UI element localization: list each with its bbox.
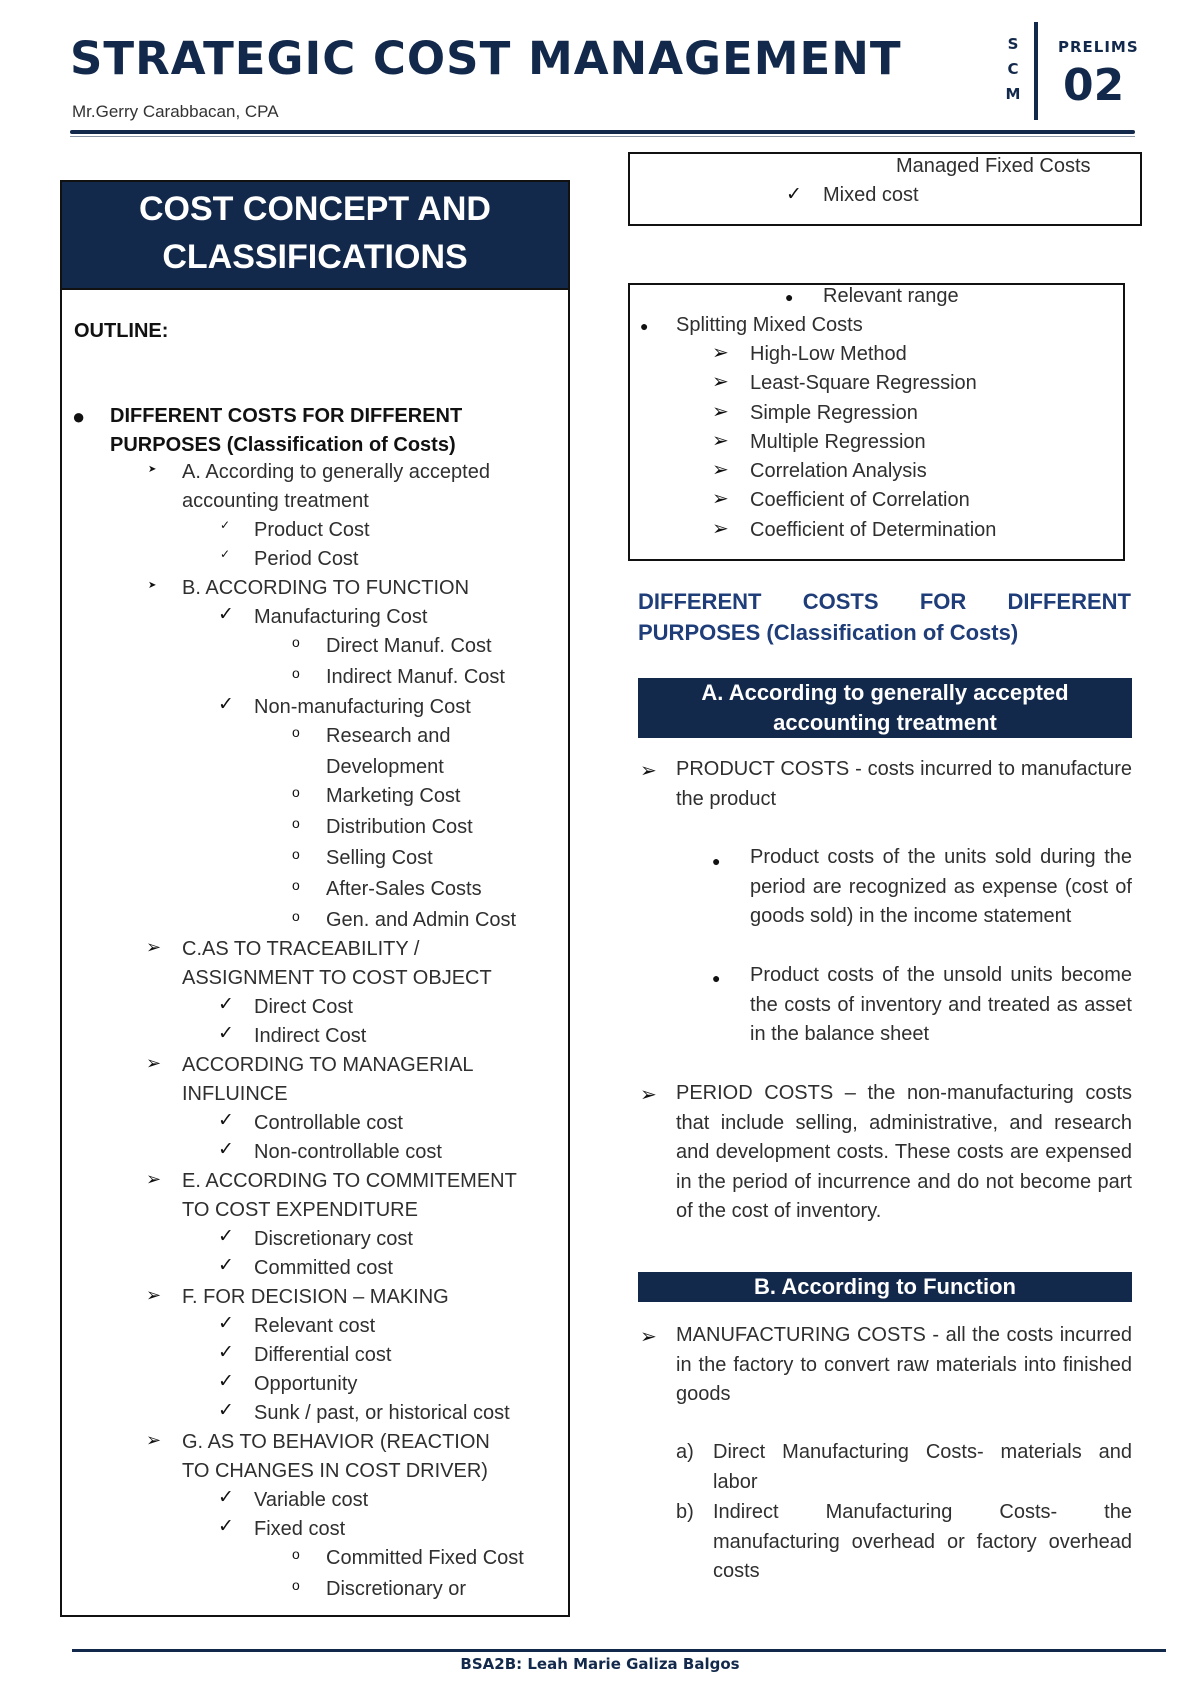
band-a-line2: accounting treatment [773, 710, 997, 735]
check-icon: ✓ [218, 1516, 234, 1537]
outline-item-d-cont: INFLUINCE [182, 1083, 288, 1105]
arrow-bullet-icon: ➢ [712, 371, 729, 393]
author-name: Mr.Gerry Carabbacan, CPA [72, 102, 279, 121]
item-a-label: a) [676, 1441, 694, 1463]
outline-sub-sub-item: Direct Manuf. Cost [326, 635, 492, 657]
check-icon: ✓ [218, 1023, 234, 1044]
check-icon: ✓ [218, 994, 234, 1015]
outline-sub-item: Differential cost [254, 1344, 392, 1366]
check-icon: ✓ [218, 1255, 234, 1276]
check-icon: ✓ [218, 1110, 234, 1131]
box1-line: Mixed cost [823, 184, 919, 206]
small-arrow-bullet-icon: ➤ [148, 580, 157, 591]
indirect-manufacturing-costs: Indirect Manufacturing Costs- the manufacturing overhead or factory overhead costs [713, 1501, 1132, 1582]
outline-item-a-cont: accounting treatment [182, 490, 369, 512]
outline-heading-line2: CLASSIFICATIONS [162, 238, 468, 276]
product-costs-bullet-2: Product costs of the unsold units become the costs of inventory and treated as asset in the balance sheet [750, 964, 1132, 1045]
outline-item-d: ACCORDING TO MANAGERIAL [182, 1054, 474, 1076]
small-check-icon: ✓ [220, 518, 231, 532]
outline-sub-item: Direct Cost [254, 996, 353, 1018]
circle-bullet-icon: o [292, 908, 300, 924]
outline-sub-sub-item: Distribution Cost [326, 816, 473, 838]
bullet-icon: ● [712, 970, 721, 986]
outline-sub-sub-item: Indirect Manuf. Cost [326, 666, 505, 688]
outline-sub-sub-item-cont: Development [326, 756, 444, 778]
scm-vertical-logo [1003, 32, 1023, 107]
arrow-bullet-icon: ➢ [712, 518, 729, 540]
outline-sub-item: Fixed cost [254, 1518, 346, 1540]
circle-bullet-icon: o [292, 846, 300, 862]
outline-sub-item: Opportunity [254, 1373, 358, 1395]
direct-manufacturing-costs: Direct Manufacturing Costs- materials and labor [713, 1441, 1132, 1493]
box2-line: Multiple Regression [750, 431, 926, 453]
outline-sub-sub-item: Selling Cost [326, 847, 433, 869]
outline-main-item-line2: PURPOSES (Classification of Costs) [110, 434, 456, 456]
outline-item-g: G. AS TO BEHAVIOR (REACTION [182, 1431, 490, 1453]
outline-item-a: A. According to generally accepted [182, 461, 490, 483]
bullet-icon: ● [640, 318, 649, 334]
arrow-bullet-icon: ➢ [640, 760, 657, 782]
outline-sub-item: Non-controllable cost [254, 1141, 442, 1163]
outline-item-e-cont: TO COST EXPENDITURE [182, 1199, 418, 1221]
outline-sub-item: Product Cost [254, 519, 370, 541]
outline-panel [60, 180, 570, 1617]
outline-item-g-cont: TO CHANGES IN COST DRIVER) [182, 1460, 488, 1482]
box2-line: High-Low Method [750, 343, 907, 365]
band-a [638, 678, 1132, 738]
filled-circle-bullet-icon: ● [72, 404, 86, 429]
circle-bullet-icon: o [292, 1546, 300, 1562]
prelims-number: 02 [1063, 60, 1125, 111]
arrow-bullet-icon: ➢ [146, 1169, 162, 1189]
small-check-icon: ✓ [220, 547, 231, 561]
circle-bullet-icon: o [292, 665, 300, 681]
footer-rule [72, 1649, 1166, 1652]
circle-bullet-icon: o [292, 1577, 300, 1593]
check-icon: ✓ [218, 604, 234, 625]
outline-item-b: B. ACCORDING TO FUNCTION [182, 577, 470, 599]
product-costs-text: PRODUCT COSTS - costs incurred to manufacture the product [676, 758, 1132, 810]
outline-item-c-cont: ASSIGNMENT TO COST OBJECT [182, 967, 492, 989]
scm-letter-s: S [1007, 35, 1019, 53]
header-rule [70, 130, 1135, 134]
circle-bullet-icon: o [292, 877, 300, 893]
footer-author: BSA2B: Leah Marie Galiza Balgos [460, 1655, 740, 1673]
check-icon: ✓ [218, 1226, 234, 1247]
circle-bullet-icon: o [292, 724, 300, 740]
outline-item-c: C.AS TO TRACEABILITY / [182, 938, 420, 960]
section-heading-line1: DIFFERENT COSTS FOR DIFFERENT [638, 589, 1131, 614]
band-a-line1: A. According to generally accepted [701, 680, 1069, 705]
arrow-bullet-icon: ➢ [712, 342, 729, 364]
outline-item-f: F. FOR DECISION – MAKING [182, 1286, 449, 1308]
outline-sub-sub-item: Committed Fixed Cost [326, 1547, 524, 1569]
check-icon: ✓ [218, 1400, 234, 1421]
arrow-bullet-icon: ➢ [712, 488, 729, 510]
bullet-icon: ● [785, 289, 794, 305]
outline-sub-item: Discretionary cost [254, 1228, 413, 1250]
circle-bullet-icon: o [292, 815, 300, 831]
outline-sub-item: Indirect Cost [254, 1025, 367, 1047]
arrow-bullet-icon: ➢ [146, 937, 162, 957]
check-icon: ✓ [218, 1342, 234, 1363]
arrow-bullet-icon: ➢ [146, 1430, 162, 1450]
outline-sub-sub-item: Marketing Cost [326, 785, 461, 807]
outline-sub-item: Relevant cost [254, 1315, 376, 1337]
outline-heading-line1: COST CONCEPT AND [139, 190, 491, 228]
product-costs-bullet-1: Product costs of the units sold during the period are recognized as expense (cost of goods sold) in the income statement [750, 846, 1132, 927]
outline-heading [62, 182, 568, 290]
arrow-bullet-icon: ➢ [640, 1084, 657, 1106]
outline-sub-item: Controllable cost [254, 1112, 403, 1134]
period-costs-text: PERIOD COSTS – the non-manufacturing costs that include selling, administrative, and research and development costs. These costs are expensed in the period of incurrence and do not become part of the cost of inventory. [676, 1082, 1132, 1222]
outline-sub-sub-item: Gen. and Admin Cost [326, 909, 517, 931]
header-divider [1034, 22, 1038, 120]
prelims-label: PRELIMS [1058, 38, 1139, 56]
outline-main-item-line1: DIFFERENT COSTS FOR DIFFERENT [110, 405, 463, 427]
check-icon: ✓ [218, 1487, 234, 1508]
arrow-bullet-icon: ➢ [640, 1326, 657, 1348]
bullet-icon: ● [712, 853, 721, 869]
outline-sub-item: Period Cost [254, 548, 359, 570]
outline-item-e: E. ACCORDING TO COMMITEMENT [182, 1170, 517, 1192]
box2-line: Splitting Mixed Costs [676, 314, 863, 336]
outline-label: OUTLINE: [74, 320, 169, 342]
check-icon: ✓ [218, 1313, 234, 1334]
header-rule-thin [70, 136, 1135, 137]
outline-sub-sub-item: Discretionary or [326, 1578, 467, 1600]
outline-sub-sub-item: Research and [326, 725, 451, 747]
circle-bullet-icon: o [292, 634, 300, 650]
arrow-bullet-icon: ➢ [712, 430, 729, 452]
outline-sub-item: Non-manufacturing Cost [254, 696, 471, 718]
check-icon: ✓ [218, 1371, 234, 1392]
scm-letter-m: M [1005, 85, 1021, 103]
outline-sub-sub-item: After-Sales Costs [326, 878, 482, 900]
box2-line: Least-Square Regression [750, 372, 977, 394]
check-icon: ✓ [218, 1139, 234, 1160]
arrow-bullet-icon: ➢ [146, 1053, 162, 1073]
box1-line: Managed Fixed Costs [896, 155, 1091, 177]
check-icon: ✓ [218, 694, 234, 715]
check-icon: ✓ [786, 184, 802, 205]
arrow-bullet-icon: ➢ [712, 401, 729, 423]
box2-line: Coefficient of Determination [750, 519, 997, 541]
document-title: STRATEGIC COST MANAGEMENT [70, 32, 902, 85]
box2-line: Relevant range [823, 285, 959, 307]
circle-bullet-icon: o [292, 784, 300, 800]
outline-sub-item: Manufacturing Cost [254, 606, 428, 628]
manufacturing-costs-text: MANUFACTURING COSTS - all the costs incurred in the factory to convert raw materials into finished goods [676, 1324, 1132, 1405]
box2-line: Coefficient of Correlation [750, 489, 970, 511]
outline-sub-item: Committed cost [254, 1257, 393, 1279]
outline-sub-item: Sunk / past, or historical cost [254, 1402, 510, 1424]
box2-line: Correlation Analysis [750, 460, 927, 482]
arrow-bullet-icon: ➢ [146, 1285, 162, 1305]
box2-line: Simple Regression [750, 402, 918, 424]
band-b: B. According to Function [638, 1272, 1132, 1302]
item-b-label: b) [676, 1501, 694, 1523]
scm-letter-c: C [1007, 60, 1019, 78]
outline-sub-item: Variable cost [254, 1489, 369, 1511]
arrow-bullet-icon: ➢ [712, 459, 729, 481]
section-heading-line2: PURPOSES (Classification of Costs) [638, 620, 1019, 645]
small-arrow-bullet-icon: ➤ [148, 464, 157, 475]
